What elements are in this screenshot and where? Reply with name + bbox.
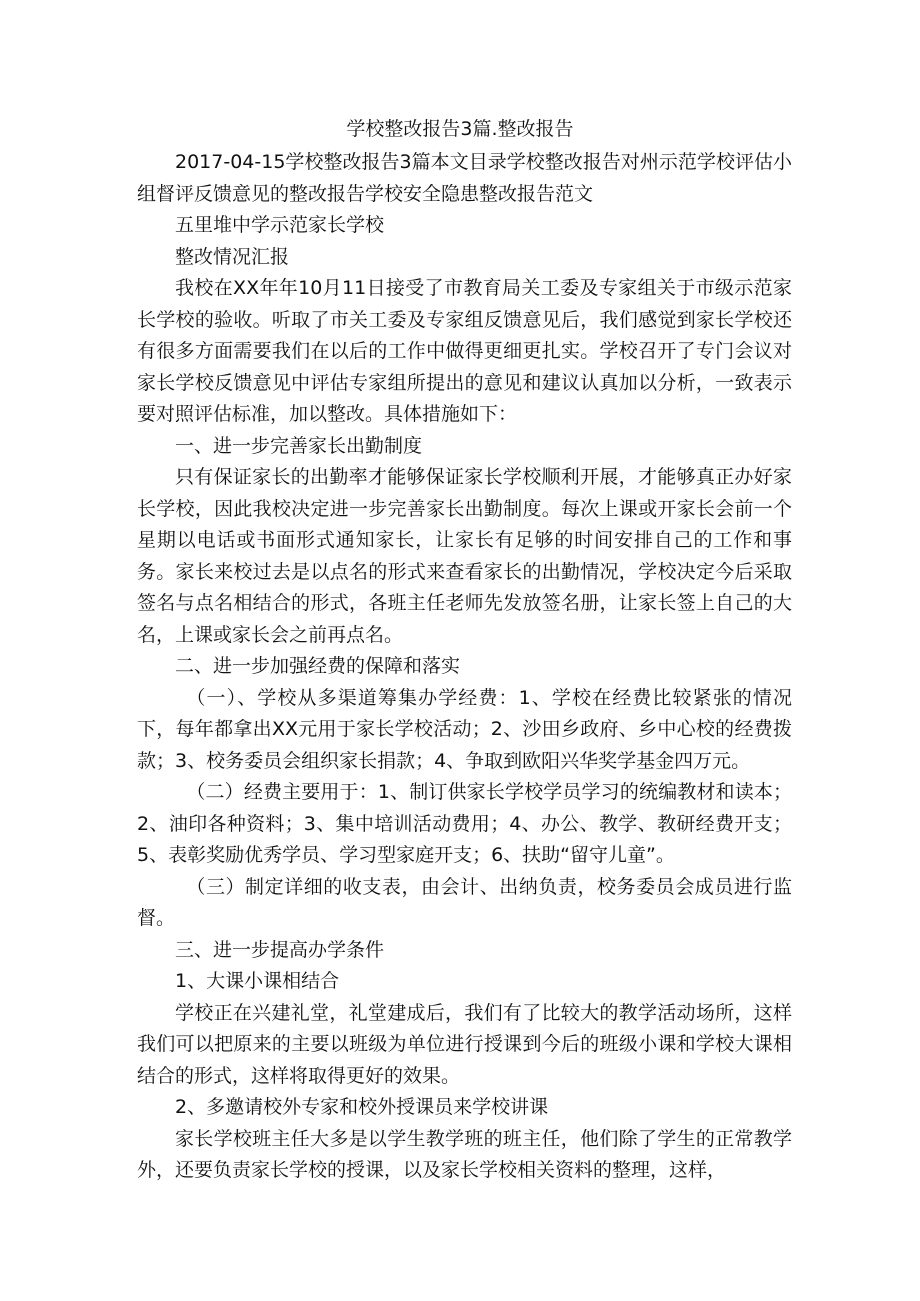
funding-item-3: （三）制定详细的收支表，由会计、出纳负责，校务委员会成员进行监督。 [137, 875, 792, 929]
sub-heading-1: 1、大课小课相结合 [175, 970, 340, 992]
section-heading-1: 一、进一步完善家长出勤制度 [175, 434, 423, 457]
school-name: 五里堆中学示范家长学校 [175, 214, 385, 236]
body-paragraph: 只有保证家长的出勤率才能够保证家长学校顺利开展，才能够真正办好家长学校，因此我校决定进一步完善家长出勤制度。每次上课或开家长会前一个星期以电话或书面形式通知家长，让家长有足够的时间安排自己的工作和事务。家长来校过去是以点名的形式来查看家长的出勤情况，学校决定今后采取签名与点名相结合的形式，各班主任老师先发放签名册，让家长签上自己的大名，上课或家长会之前再点名。 [137, 466, 792, 646]
intro-paragraph: 2017-04-15学校整改报告3篇本文目录学校整改报告对州示范学校评估小组督评反馈意见的整改报告学校安全隐患整改报告范文 [137, 151, 792, 205]
section-heading-3: 三、进一步提高办学条件 [175, 938, 385, 961]
document-title: 学校整改报告3篇.整改报告 [346, 118, 574, 140]
funding-item-2: （二）经费主要用于：1、制订供家长学校学员学习的统编教材和读本；2、油印各种资料；3、集中培训活动费用；4、办公、教学、教研经费开支；5、表彰奖励优秀学员、学习型家庭开支；6、扶助“留守儿童”。 [137, 781, 792, 866]
body-paragraph: 我校在XX年年10月11日接受了市教育局关工委及专家组关于市级示范家长学校的验收。听取了市关工委及专家组反馈意见后，我们感觉到家长学校还有很多方面需要我们在以后的工作中做得更细更扎实。学校召开了专门会议对家长学校反馈意见中评估专家组所提出的意见和建议认真加以分析，一致表示要对照评估标准，加以整改。具体措施如下： [137, 277, 792, 425]
body-paragraph: 家长学校班主任大多是以学生教学班的班主任，他们除了学生的正常教学外，还要负责家长学校的授课，以及家长学校相关资料的整理，这样， [137, 1127, 792, 1181]
body-paragraph: 学校正在兴建礼堂，礼堂建成后，我们有了比较大的教学活动场所，这样我们可以把原来的主要以班级为单位进行授课到今后的班级小课和学校大课相结合的形式，这样将取得更好的效果。 [137, 1001, 792, 1087]
document-body [137, 147, 792, 1187]
report-subtitle: 整改情况汇报 [175, 245, 290, 268]
funding-item-1: （一）、学校从多渠道筹集办学经费：1、学校在经费比较紧张的情况下，每年都拿出XX元用于家长学校活动；2、沙田乡政府、乡中心校的经费拨款；3、校务委员会组织家长捐款；4、争取到欧阳兴华奖学基金四万元。 [137, 686, 792, 772]
sub-heading-2: 2、多邀请校外专家和校外授课员来学校讲课 [175, 1096, 549, 1118]
section-heading-2: 二、进一步加强经费的保障和落实 [175, 655, 461, 677]
